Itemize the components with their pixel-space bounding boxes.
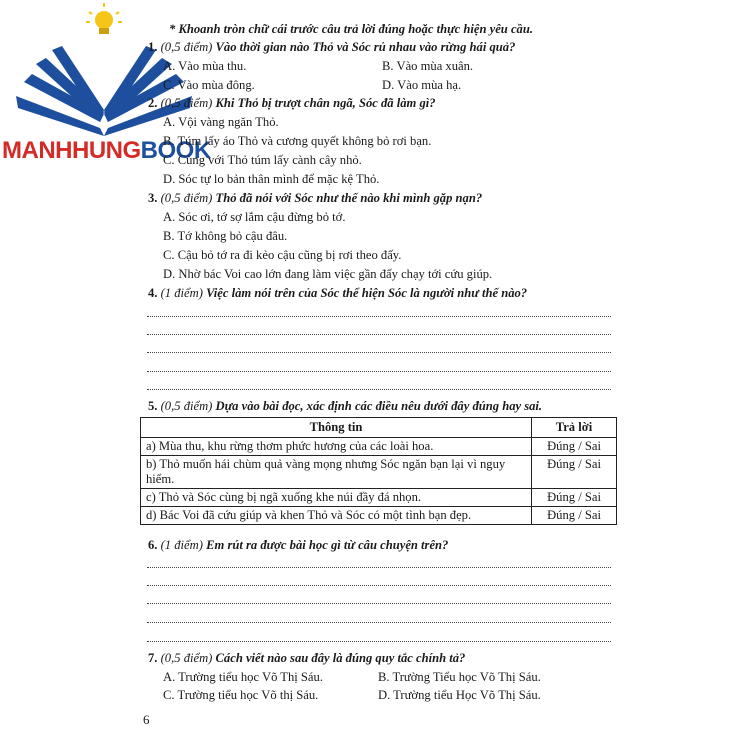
answer-line[interactable] bbox=[147, 603, 611, 604]
table-header-answer: Trả lời bbox=[532, 418, 617, 438]
answer-line[interactable] bbox=[147, 334, 611, 335]
option-1c[interactable]: C. Vào mùa đông. bbox=[163, 78, 255, 92]
logo-text-main: MANHHUNG bbox=[2, 137, 141, 164]
question-number: 1. bbox=[148, 40, 158, 54]
table-row bbox=[141, 456, 617, 489]
question-points: (1 điểm) bbox=[160, 538, 203, 552]
answer-line[interactable] bbox=[147, 389, 611, 390]
table-cell-info: d) Bác Voi đã cứu giúp và khen Thỏ và Sóc có một tình bạn đẹp. bbox=[141, 507, 532, 525]
question-points: (0,5 điểm) bbox=[160, 191, 213, 205]
answer-line[interactable] bbox=[147, 352, 611, 353]
true-false-table bbox=[140, 417, 617, 525]
question-7 bbox=[148, 651, 465, 666]
question-3 bbox=[148, 191, 482, 206]
question-text: Khi Thỏ bị trượt chân ngã, Sóc đã làm gì? bbox=[215, 96, 436, 110]
answer-line[interactable] bbox=[147, 371, 611, 372]
page-number: 6 bbox=[143, 712, 150, 727]
question-text: Thỏ đã nói với Sóc như thế nào khi mình gặp nạn? bbox=[215, 191, 483, 205]
question-points: (0,5 điểm) bbox=[160, 651, 213, 665]
option-3c[interactable]: C. Cậu bỏ tớ ra đi kẻo cậu cũng bị rơi theo đấy. bbox=[163, 248, 402, 262]
question-text: Việc làm nói trên của Sóc thể hiện Sóc là người như thế nào? bbox=[206, 286, 528, 300]
table-cell-answer[interactable]: Đúng / Sai bbox=[532, 438, 617, 456]
question-5 bbox=[148, 399, 542, 414]
option-2b[interactable]: B. Túm lấy áo Thỏ và cương quyết không bỏ rơi bạn. bbox=[163, 134, 432, 148]
question-1 bbox=[148, 40, 515, 55]
answer-line[interactable] bbox=[147, 585, 611, 586]
option-1b[interactable]: B. Vào mùa xuân. bbox=[382, 59, 474, 73]
option-1a[interactable]: A. Vào mùa thu. bbox=[163, 59, 247, 73]
table-header-info: Thông tin bbox=[141, 418, 532, 438]
question-text: Vào thời gian nào Thỏ và Sóc rủ nhau vào rừng hái quả? bbox=[215, 40, 516, 54]
table-row bbox=[141, 489, 617, 507]
question-text: Cách viết nào sau đây là đúng quy tắc chính tả? bbox=[215, 651, 466, 665]
table-cell-answer[interactable]: Đúng / Sai bbox=[532, 489, 617, 507]
option-1d[interactable]: D. Vào mùa hạ. bbox=[382, 78, 462, 92]
table-cell-answer[interactable]: Đúng / Sai bbox=[532, 507, 617, 525]
option-7d[interactable]: D. Trường tiểu Học Võ Thị Sáu. bbox=[378, 688, 541, 702]
option-7c[interactable]: C. Trường tiểu học Võ thị Sáu. bbox=[163, 688, 319, 702]
answer-line[interactable] bbox=[147, 622, 611, 623]
question-number: 6. bbox=[148, 538, 158, 552]
answer-line[interactable] bbox=[147, 641, 611, 642]
logo-text-accent: BOOK bbox=[140, 137, 211, 164]
option-7b[interactable]: B. Trường Tiểu học Võ Thị Sáu. bbox=[378, 670, 541, 684]
table-cell-info: a) Mùa thu, khu rừng thơm phức hương của các loài hoa. bbox=[141, 438, 532, 456]
option-3b[interactable]: B. Tớ không bỏ cậu đâu. bbox=[163, 229, 288, 243]
question-2 bbox=[148, 96, 436, 111]
table-header-row bbox=[141, 418, 617, 438]
question-number: 3. bbox=[148, 191, 158, 205]
question-4 bbox=[148, 286, 527, 301]
question-number: 4. bbox=[148, 286, 158, 300]
option-2c[interactable]: C. Cùng với Thỏ túm lấy cành cây nhỏ. bbox=[163, 153, 362, 167]
question-points: (0,5 điểm) bbox=[160, 96, 213, 110]
option-7a[interactable]: A. Trường tiểu học Võ Thị Sáu. bbox=[163, 670, 323, 684]
question-number: 5. bbox=[148, 399, 158, 413]
table-cell-answer[interactable]: Đúng / Sai bbox=[532, 456, 617, 489]
table-cell-info: b) Thỏ muốn hái chùm quả vàng mọng nhưng Sóc ngăn bạn lại vì nguy hiểm. bbox=[141, 456, 532, 489]
table-row bbox=[141, 507, 617, 525]
question-number: 2. bbox=[148, 96, 158, 110]
question-text: Dựa vào bài đọc, xác định các điều nêu dưới đây đúng hay sai. bbox=[215, 399, 543, 413]
answer-line[interactable] bbox=[147, 567, 611, 568]
table-row bbox=[141, 438, 617, 456]
option-3a[interactable]: A. Sóc ơi, tớ sợ lắm cậu đừng bỏ tớ. bbox=[163, 210, 346, 224]
question-points: (1 điểm) bbox=[160, 286, 203, 300]
instruction-text: * Khoanh tròn chữ cái trước câu trả lời đúng hoặc thực hiện yêu cầu. bbox=[169, 22, 533, 36]
question-number: 7. bbox=[148, 651, 158, 665]
question-text: Em rút ra được bài học gì từ câu chuyện trên? bbox=[206, 538, 449, 552]
question-6 bbox=[148, 538, 448, 553]
table-cell-info: c) Thỏ và Sóc cùng bị ngã xuống khe núi đầy đá nhọn. bbox=[141, 489, 532, 507]
answer-line[interactable] bbox=[147, 316, 611, 317]
option-2d[interactable]: D. Sóc tự lo bản thân mình để mặc kệ Thỏ. bbox=[163, 172, 380, 186]
question-points: (0,5 điểm) bbox=[160, 40, 213, 54]
lightbulb-icon bbox=[86, 3, 122, 34]
option-3d[interactable]: D. Nhờ bác Voi cao lớn đang làm việc gần đấy chạy tới cứu giúp. bbox=[163, 267, 493, 281]
question-points: (0,5 điểm) bbox=[160, 399, 213, 413]
option-2a[interactable]: A. Vội vàng ngăn Thỏ. bbox=[163, 115, 279, 129]
